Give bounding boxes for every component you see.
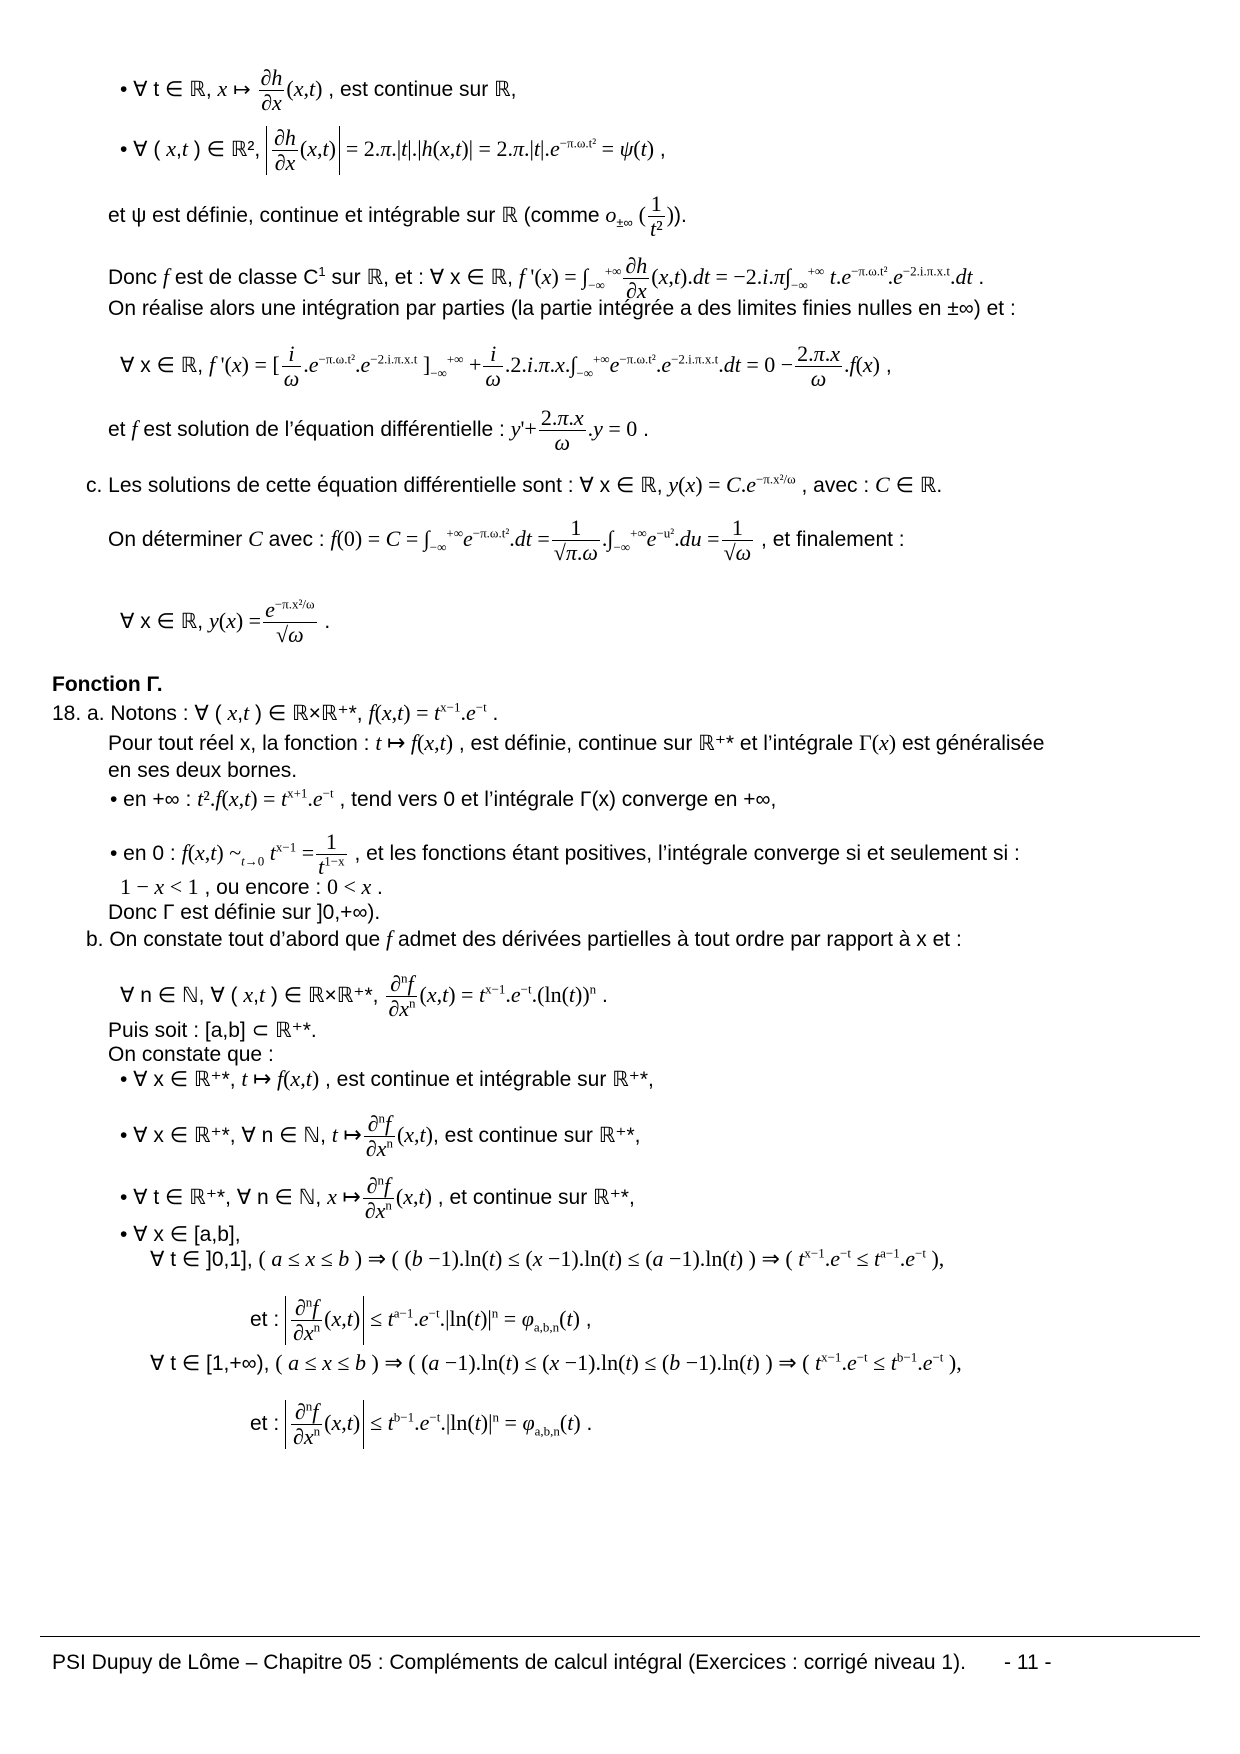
line-t-1inf: ∀ t ∈ [1,+∞), ( a ≤ x ≤ b ) ⇒ ( (a −1).ln(t) ≤ (x −1).ln(t) ≤ (b −1).ln(t) ) ⇒ ( $t^{x-1}.e^{-t} \le t^{b-1}.e^{-t}$ ), [150, 1349, 962, 1375]
line-pour-tout: Pour tout réel x, la fonction : t ↦ f(x,t) , est définie, continue sur ℝ⁺* et l’intégrale Γ(x) est généralisée [108, 730, 1045, 755]
line-bullet-cont-x: • ∀ t ∈ ℝ⁺*, ∀ n ∈ ℕ, x ↦ $\frac{\partial^nf}{\partial x^n}$ (x,t) , et continue sur ℝ⁺*, [120, 1172, 635, 1223]
line-bullet-integrable: • ∀ x ∈ ℝ⁺*, t ↦ f(x,t) , est continue et intégrable sur ℝ⁺*, [120, 1066, 654, 1091]
line-edo: et f est solution de l’équation différentielle : y'+ $\frac{2.\pi.x}{\omega}$ .y = 0 . [108, 405, 649, 455]
line-t-01: ∀ t ∈ ]0,1], ( a ≤ x ≤ b ) ⇒ ( (b −1).ln(t) ≤ (x −1).ln(t) ≤ (a −1).ln(t) ) ⇒ ( $t^{x-1}.e^{-t} \le t^{a-1}.e^{-t}$ ), [150, 1245, 945, 1271]
line-psi: et ψ est définie, continue et intégrable sur ℝ (comme $o_{\pm\infty}$ ( $\frac{1}{\text{t²}}$ )). [108, 191, 687, 241]
line-condition: 1 − x < 1 , ou encore : 0 < x . [120, 874, 383, 899]
section-title-gamma: Fonction Γ. [52, 673, 163, 696]
page-number: - 11 - [1004, 1651, 1052, 1674]
line-18b: b. On constate tout d’abord que f admet des dérivées partielles à tout ordre par rapport à x et : [86, 926, 962, 951]
line-domaine: Donc Γ est définie sur ]0,+∞). [108, 901, 381, 924]
line-final-y: ∀ x ∈ ℝ, y(x) = $\frac{e^{-\pi.x^2/\omega}}{√\omega}$ . [120, 596, 331, 647]
line-class-c1: Donc f est de classe $C^1$ sur ℝ, et : ∀ x ∈ ℝ, f '$(x) = \int_{-\infty}^{+\infty}$ $\frac{\partial h}{\partial x}$ $(x,t).dt = -2.i.\pi\int_{-\infty}^{+\infty}$ $t.e^{-\pi.\omega.t^2}.e^{-2.i.\pi.x.t}.dt$ . [108, 253, 985, 303]
line-determine-c: On déterminer C avec : $f(0) = C = \int_{-\infty}^{+\infty}e^{-\pi.\omega.t^2}.dt$ = $\frac{1}{√\pi.\omega}$ $.\int_{-\infty}^{+\infty}e^{-u^2}.du$ = $\frac{1}{√\omega}$ , et finalement : [108, 515, 905, 565]
line-majoration-2: et : $\frac{\partial^nf}{\partial x^n}$ $(x,t) \le t^{b-1}.e^{-t}.|\ln(t)|^n = \varphi_{a,b,n}(t)$ . [250, 1398, 593, 1449]
line-solutions: c. Les solutions de cette équation différentielle sont : ∀ x ∈ ℝ, $y(x) = C.e^{-\pi.x^2/\omega}$ , avec : C ∈ ℝ. [86, 471, 943, 497]
line-en-zero: • en 0 : f(x,t) $\sim_{t\to 0}$ $t^{x-1}$ = $\frac{1}{t^{1-x}}$ , et les fonctions étant positives, l’intégrale converge si et seulement si : [110, 829, 1020, 879]
line-bullet-cont-t: • ∀ x ∈ ℝ⁺*, ∀ n ∈ ℕ, t ↦ $\frac{\partial^nf}{\partial x^n}$ (x,t), est continue sur ℝ⁺*, [120, 1110, 641, 1161]
line-fprime: ∀ x ∈ ℝ, f '(x) = [ $\frac{i}{\omega}$ $.e^{-\pi.\omega.t^2}.e^{-2.i.\pi.x.t}$ ]$_{-\infty}^{+\infty}$ + $\frac{i}{\omega}$ $.2.i.\pi.x.\int_{-\infty}^{+\infty}e^{-\pi.\omega.t^2}.e^{-2.i.\pi.x.t}.dt = 0$ − $\frac{2.\pi.x}{\omega}$ .f(x) , [120, 341, 892, 391]
line-derivees: ∀ n ∈ ℕ, ∀ ( x,t ) ∈ ℝ×ℝ⁺*, $\frac{\partial^nf}{\partial x^n}$ $(x,t) = t^{x-1}.e^{-t}.(\ln(t))^n$ . [120, 970, 608, 1021]
line-h-continuity: • ∀ t ∈ ℝ, x ↦ $\frac{\partial h}{\partial x}$ (x,t) , est continue sur ℝ, [120, 65, 517, 115]
line-constate: On constate que : [108, 1043, 274, 1066]
line-soit-ab: Puis soit : [a,b] ⊂ ℝ⁺*. [108, 1019, 317, 1042]
line-majoration-1: et : $\frac{\partial^nf}{\partial x^n}$ $(x,t) \le t^{a-1}.e^{-t}.|\ln(t)|^n = \varphi_{a,b,n}(t)$ , [250, 1294, 592, 1345]
line-18a: 18. a. Notons : ∀ ( x,t ) ∈ ℝ×ℝ⁺*, $f(x,t) = t^{x-1}.e^{-t}$ . [52, 699, 499, 725]
line-ipp: On réalise alors une intégration par parties (la partie intégrée a des limites finies nulles en ±∞) et : [108, 297, 1016, 320]
line-deux-bornes: en ses deux bornes. [108, 759, 298, 782]
line-bullet-ab: • ∀ x ∈ [a,b], [120, 1223, 241, 1246]
footer-rule [40, 1636, 1200, 1637]
line-en-inf: • en +∞ : $t^2.f(x,t) = t^{x+1}.e^{-t}$ , tend vers 0 et l’intégrale Γ(x) converge en +∞, [110, 785, 777, 811]
footer-text: PSI Dupuy de Lôme – Chapitre 05 : Compléments de calcul intégral (Exercices : corrigé niveau 1). [52, 1651, 966, 1674]
line-domination: • ∀ ( x,t ) ∈ ℝ², $\frac{\partial h}{\partial x}$ $(x,t) = 2.\pi.|t|.|h(x,t)| = 2.\pi.|t|.e^{-\pi.\omega.t^2} = \psi(t)$ , [120, 125, 666, 175]
